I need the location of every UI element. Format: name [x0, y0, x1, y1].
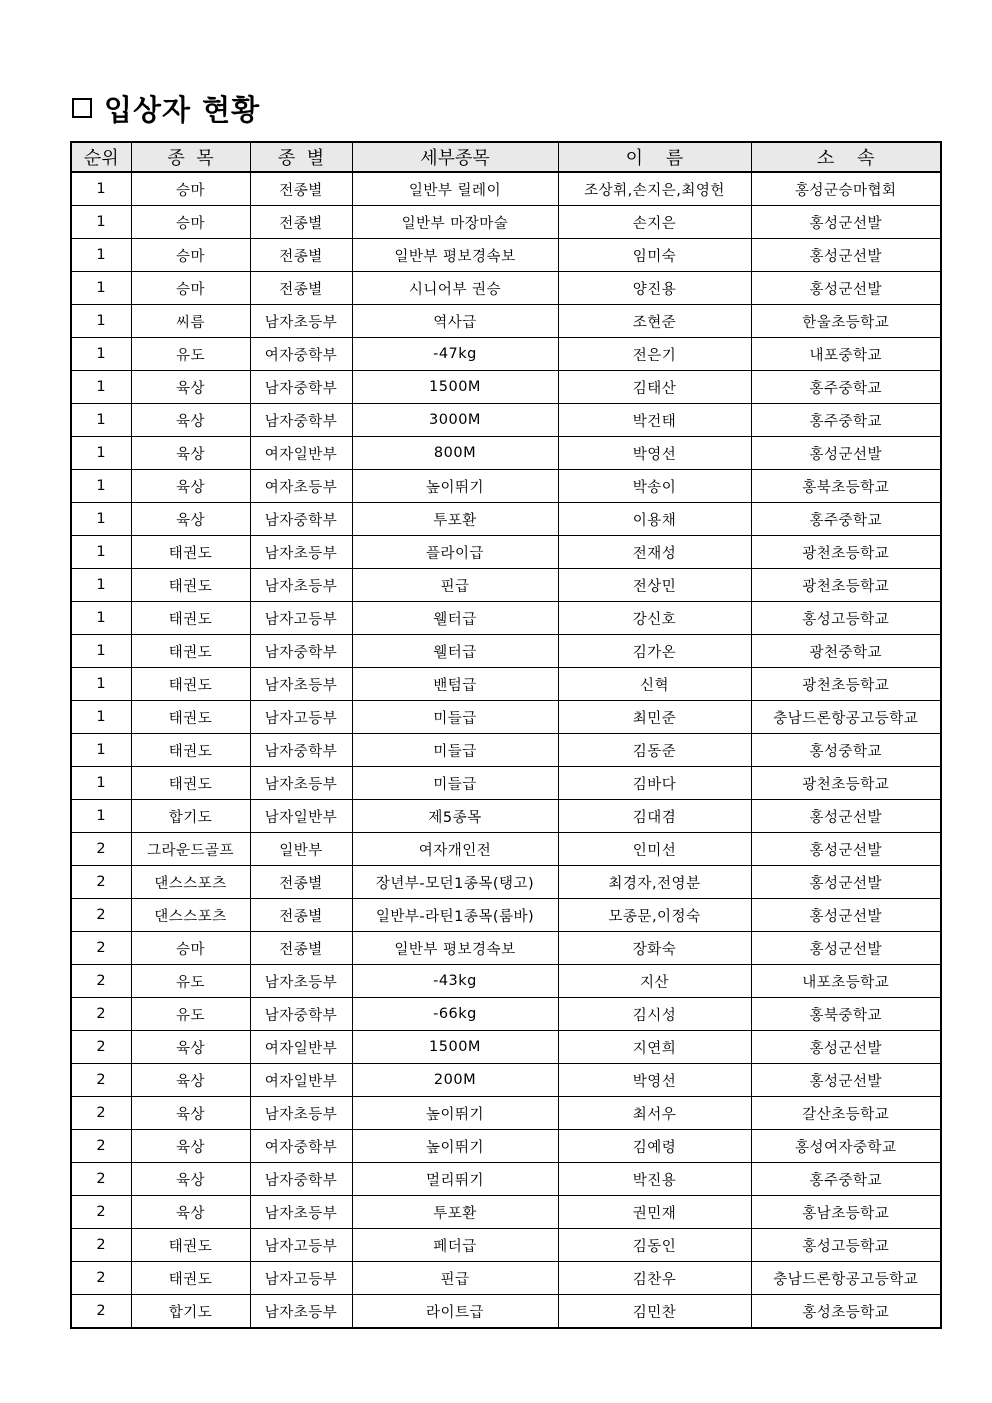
cell-sport: 육상 — [131, 1163, 250, 1196]
table-row — [71, 1163, 941, 1196]
table-row — [71, 1229, 941, 1262]
cell-name: 김시성 — [558, 998, 751, 1031]
table-row — [71, 1031, 941, 1064]
cell-event: 장년부-모던1종목(탱고) — [352, 866, 558, 899]
cell-division: 남자초등부 — [250, 569, 352, 602]
cell-sport: 육상 — [131, 1097, 250, 1130]
cell-division: 전종별 — [250, 206, 352, 239]
table-row — [71, 371, 941, 404]
cell-affiliation: 홍성군선발 — [751, 1064, 941, 1097]
cell-rank: 1 — [71, 767, 131, 800]
cell-name: 김바다 — [558, 767, 751, 800]
cell-name: 지연희 — [558, 1031, 751, 1064]
cell-division: 전종별 — [250, 239, 352, 272]
cell-sport: 태권도 — [131, 1229, 250, 1262]
cell-event: -47kg — [352, 338, 558, 371]
cell-rank: 1 — [71, 206, 131, 239]
cell-rank: 1 — [71, 800, 131, 833]
cell-event: -43kg — [352, 965, 558, 998]
cell-affiliation: 홍성군선발 — [751, 272, 941, 305]
cell-name: 신혁 — [558, 668, 751, 701]
cell-name: 지산 — [558, 965, 751, 998]
table-row — [71, 437, 941, 470]
table-row — [71, 1130, 941, 1163]
cell-name: 인미선 — [558, 833, 751, 866]
table-row — [71, 404, 941, 437]
cell-rank: 1 — [71, 404, 131, 437]
cell-division: 여자중학부 — [250, 1130, 352, 1163]
cell-division: 전종별 — [250, 932, 352, 965]
cell-sport: 유도 — [131, 965, 250, 998]
cell-sport: 태권도 — [131, 1262, 250, 1295]
cell-event: 일반부 릴레이 — [352, 172, 558, 206]
cell-affiliation: 내포초등학교 — [751, 965, 941, 998]
table-row — [71, 932, 941, 965]
cell-name: 이용채 — [558, 503, 751, 536]
table-row — [71, 239, 941, 272]
cell-rank: 2 — [71, 1097, 131, 1130]
cell-name: 양진용 — [558, 272, 751, 305]
cell-division: 남자초등부 — [250, 536, 352, 569]
cell-sport: 댄스스포츠 — [131, 866, 250, 899]
table-row — [71, 734, 941, 767]
cell-name: 박건태 — [558, 404, 751, 437]
cell-rank: 2 — [71, 1295, 131, 1329]
cell-sport: 육상 — [131, 470, 250, 503]
cell-sport: 승마 — [131, 272, 250, 305]
cell-affiliation: 광천초등학교 — [751, 569, 941, 602]
cell-name: 조상휘,손지은,최영헌 — [558, 172, 751, 206]
cell-event: 높이뛰기 — [352, 1130, 558, 1163]
cell-name: 모종문,이정숙 — [558, 899, 751, 932]
cell-sport: 태권도 — [131, 668, 250, 701]
cell-rank: 1 — [71, 701, 131, 734]
cell-rank: 1 — [71, 503, 131, 536]
cell-sport: 그라운드골프 — [131, 833, 250, 866]
cell-rank: 1 — [71, 239, 131, 272]
page-title — [72, 88, 260, 128]
cell-rank: 2 — [71, 932, 131, 965]
cell-affiliation: 홍성군선발 — [751, 239, 941, 272]
cell-sport: 승마 — [131, 172, 250, 206]
cell-division: 남자중학부 — [250, 503, 352, 536]
cell-rank: 1 — [71, 470, 131, 503]
cell-affiliation: 홍주중학교 — [751, 371, 941, 404]
cell-affiliation: 홍성군선발 — [751, 833, 941, 866]
cell-event: 제5종목 — [352, 800, 558, 833]
cell-rank: 2 — [71, 1031, 131, 1064]
cell-affiliation: 홍성군선발 — [751, 1031, 941, 1064]
table-row — [71, 1196, 941, 1229]
table-row — [71, 272, 941, 305]
cell-sport: 육상 — [131, 1196, 250, 1229]
cell-sport: 승마 — [131, 932, 250, 965]
cell-division: 전종별 — [250, 866, 352, 899]
cell-division: 남자초등부 — [250, 767, 352, 800]
cell-name: 권민재 — [558, 1196, 751, 1229]
cell-sport: 승마 — [131, 239, 250, 272]
cell-division: 전종별 — [250, 172, 352, 206]
cell-affiliation: 홍주중학교 — [751, 1163, 941, 1196]
cell-event: 3000M — [352, 404, 558, 437]
cell-division: 남자고등부 — [250, 1262, 352, 1295]
cell-division: 여자중학부 — [250, 338, 352, 371]
cell-rank: 1 — [71, 569, 131, 602]
cell-division: 여자일반부 — [250, 1031, 352, 1064]
table-row — [71, 569, 941, 602]
cell-rank: 1 — [71, 172, 131, 206]
cell-rank: 2 — [71, 1262, 131, 1295]
cell-name: 박영선 — [558, 437, 751, 470]
cell-event: -66kg — [352, 998, 558, 1031]
cell-division: 남자중학부 — [250, 404, 352, 437]
cell-rank: 1 — [71, 536, 131, 569]
cell-name: 최서우 — [558, 1097, 751, 1130]
cell-affiliation: 홍주중학교 — [751, 404, 941, 437]
cell-name: 김찬우 — [558, 1262, 751, 1295]
cell-event: 핀급 — [352, 569, 558, 602]
cell-rank: 2 — [71, 899, 131, 932]
cell-event: 일반부 평보경속보 — [352, 932, 558, 965]
cell-rank: 1 — [71, 338, 131, 371]
cell-affiliation: 홍성군선발 — [751, 437, 941, 470]
cell-sport: 유도 — [131, 338, 250, 371]
cell-event: 페더급 — [352, 1229, 558, 1262]
cell-division: 전종별 — [250, 899, 352, 932]
cell-event: 미들급 — [352, 734, 558, 767]
cell-affiliation: 갈산초등학교 — [751, 1097, 941, 1130]
cell-sport: 유도 — [131, 998, 250, 1031]
cell-rank: 2 — [71, 833, 131, 866]
cell-rank: 1 — [71, 668, 131, 701]
table-row — [71, 1295, 941, 1329]
table-row — [71, 833, 941, 866]
cell-affiliation: 충남드론항공고등학교 — [751, 1262, 941, 1295]
header-sport: 종 목 — [131, 142, 250, 172]
cell-affiliation: 홍북초등학교 — [751, 470, 941, 503]
cell-affiliation: 홍성군선발 — [751, 206, 941, 239]
header-division: 종 별 — [250, 142, 352, 172]
cell-division: 여자일반부 — [250, 1064, 352, 1097]
cell-rank: 2 — [71, 998, 131, 1031]
cell-name: 강신호 — [558, 602, 751, 635]
cell-event: 시니어부 권승 — [352, 272, 558, 305]
cell-sport: 태권도 — [131, 635, 250, 668]
cell-event: 1500M — [352, 1031, 558, 1064]
table-row — [71, 503, 941, 536]
cell-rank: 1 — [71, 305, 131, 338]
cell-affiliation: 홍성고등학교 — [751, 602, 941, 635]
cell-event: 역사급 — [352, 305, 558, 338]
cell-rank: 2 — [71, 1064, 131, 1097]
cell-division: 남자중학부 — [250, 998, 352, 1031]
cell-event: 핀급 — [352, 1262, 558, 1295]
cell-rank: 1 — [71, 602, 131, 635]
cell-sport: 태권도 — [131, 767, 250, 800]
page-title-text: 입상자 현황 — [104, 92, 261, 127]
table-row — [71, 602, 941, 635]
cell-event: 투포환 — [352, 1196, 558, 1229]
cell-sport: 태권도 — [131, 701, 250, 734]
table-row — [71, 965, 941, 998]
cell-sport: 육상 — [131, 1031, 250, 1064]
cell-event: 200M — [352, 1064, 558, 1097]
cell-affiliation: 홍주중학교 — [751, 503, 941, 536]
table-row — [71, 536, 941, 569]
cell-division: 남자초등부 — [250, 305, 352, 338]
cell-division: 남자고등부 — [250, 701, 352, 734]
cell-affiliation: 홍성중학교 — [751, 734, 941, 767]
cell-event: 플라이급 — [352, 536, 558, 569]
cell-name: 김가온 — [558, 635, 751, 668]
table-row — [71, 767, 941, 800]
cell-name: 임미숙 — [558, 239, 751, 272]
cell-affiliation: 광천초등학교 — [751, 668, 941, 701]
table-row — [71, 338, 941, 371]
cell-sport: 합기도 — [131, 1295, 250, 1329]
table-row — [71, 206, 941, 239]
cell-rank: 2 — [71, 1163, 131, 1196]
cell-sport: 승마 — [131, 206, 250, 239]
header-rank: 순위 — [71, 142, 131, 172]
cell-name: 손지은 — [558, 206, 751, 239]
cell-affiliation: 충남드론항공고등학교 — [751, 701, 941, 734]
cell-sport: 육상 — [131, 1064, 250, 1097]
cell-name: 박송이 — [558, 470, 751, 503]
table-row — [71, 305, 941, 338]
cell-division: 일반부 — [250, 833, 352, 866]
header-affiliation: 소 속 — [751, 142, 941, 172]
cell-division: 여자초등부 — [250, 470, 352, 503]
cell-affiliation: 홍성군선발 — [751, 866, 941, 899]
cell-name: 장화숙 — [558, 932, 751, 965]
checkbox-square-icon — [72, 98, 92, 118]
cell-rank: 1 — [71, 272, 131, 305]
cell-division: 남자초등부 — [250, 1097, 352, 1130]
cell-name: 전은기 — [558, 338, 751, 371]
cell-name: 전상민 — [558, 569, 751, 602]
cell-division: 남자고등부 — [250, 1229, 352, 1262]
cell-affiliation: 한울초등학교 — [751, 305, 941, 338]
cell-rank: 2 — [71, 1229, 131, 1262]
cell-sport: 육상 — [131, 1130, 250, 1163]
cell-sport: 댄스스포츠 — [131, 899, 250, 932]
cell-event: 일반부 평보경속보 — [352, 239, 558, 272]
cell-division: 남자초등부 — [250, 1196, 352, 1229]
cell-affiliation: 홍성군선발 — [751, 932, 941, 965]
cell-name: 조현준 — [558, 305, 751, 338]
cell-affiliation: 홍성여자중학교 — [751, 1130, 941, 1163]
cell-name: 전재성 — [558, 536, 751, 569]
table-row — [71, 172, 941, 206]
cell-rank: 1 — [71, 371, 131, 404]
table-row — [71, 470, 941, 503]
cell-sport: 육상 — [131, 404, 250, 437]
cell-event: 웰터급 — [352, 602, 558, 635]
header-row — [71, 142, 941, 172]
cell-division: 남자중학부 — [250, 635, 352, 668]
cell-event: 라이트급 — [352, 1295, 558, 1329]
cell-event: 높이뛰기 — [352, 470, 558, 503]
cell-rank: 1 — [71, 734, 131, 767]
cell-name: 김동준 — [558, 734, 751, 767]
cell-event: 높이뛰기 — [352, 1097, 558, 1130]
table-row — [71, 1064, 941, 1097]
cell-name: 박진용 — [558, 1163, 751, 1196]
cell-event: 미들급 — [352, 701, 558, 734]
cell-affiliation: 광천초등학교 — [751, 767, 941, 800]
cell-affiliation: 내포중학교 — [751, 338, 941, 371]
cell-event: 웰터급 — [352, 635, 558, 668]
cell-rank: 1 — [71, 437, 131, 470]
table-row — [71, 866, 941, 899]
cell-event: 미들급 — [352, 767, 558, 800]
cell-affiliation: 홍남초등학교 — [751, 1196, 941, 1229]
cell-name: 최경자,전영분 — [558, 866, 751, 899]
cell-division: 남자중학부 — [250, 734, 352, 767]
table-header — [71, 142, 941, 172]
results-table — [70, 141, 942, 1329]
cell-affiliation: 홍성군승마협회 — [751, 172, 941, 206]
table-row — [71, 668, 941, 701]
cell-sport: 태권도 — [131, 569, 250, 602]
cell-event: 투포환 — [352, 503, 558, 536]
cell-affiliation: 홍북중학교 — [751, 998, 941, 1031]
cell-division: 전종별 — [250, 272, 352, 305]
cell-event: 일반부-라틴1종목(룸바) — [352, 899, 558, 932]
cell-division: 남자고등부 — [250, 602, 352, 635]
cell-sport: 육상 — [131, 371, 250, 404]
cell-name: 김태산 — [558, 371, 751, 404]
cell-event: 일반부 마장마술 — [352, 206, 558, 239]
table-row — [71, 1262, 941, 1295]
cell-name: 최민준 — [558, 701, 751, 734]
cell-event: 1500M — [352, 371, 558, 404]
cell-sport: 육상 — [131, 437, 250, 470]
cell-rank: 2 — [71, 1130, 131, 1163]
cell-affiliation: 홍성군선발 — [751, 899, 941, 932]
header-name: 이 름 — [558, 142, 751, 172]
cell-name: 김대겸 — [558, 800, 751, 833]
cell-event: 여자개인전 — [352, 833, 558, 866]
cell-division: 남자일반부 — [250, 800, 352, 833]
cell-sport: 씨름 — [131, 305, 250, 338]
cell-name: 김민찬 — [558, 1295, 751, 1329]
cell-affiliation: 홍성군선발 — [751, 800, 941, 833]
cell-sport: 태권도 — [131, 734, 250, 767]
cell-affiliation: 광천초등학교 — [751, 536, 941, 569]
cell-division: 여자일반부 — [250, 437, 352, 470]
cell-division: 남자초등부 — [250, 668, 352, 701]
table-row — [71, 998, 941, 1031]
cell-division: 남자초등부 — [250, 1295, 352, 1329]
header-event: 세부종목 — [352, 142, 558, 172]
cell-sport: 태권도 — [131, 536, 250, 569]
cell-affiliation: 홍성고등학교 — [751, 1229, 941, 1262]
cell-event: 800M — [352, 437, 558, 470]
cell-event: 밴텀급 — [352, 668, 558, 701]
cell-division: 남자중학부 — [250, 1163, 352, 1196]
cell-event: 멀리뛰기 — [352, 1163, 558, 1196]
cell-division: 남자중학부 — [250, 371, 352, 404]
cell-rank: 2 — [71, 965, 131, 998]
table-row — [71, 635, 941, 668]
cell-name: 김예령 — [558, 1130, 751, 1163]
cell-sport: 태권도 — [131, 602, 250, 635]
cell-affiliation: 광천중학교 — [751, 635, 941, 668]
cell-rank: 2 — [71, 1196, 131, 1229]
cell-division: 남자초등부 — [250, 965, 352, 998]
cell-sport: 육상 — [131, 503, 250, 536]
table-row — [71, 899, 941, 932]
cell-sport: 합기도 — [131, 800, 250, 833]
table-body — [71, 172, 941, 1328]
cell-rank: 1 — [71, 635, 131, 668]
cell-name: 박영선 — [558, 1064, 751, 1097]
cell-name: 김동인 — [558, 1229, 751, 1262]
table-row — [71, 1097, 941, 1130]
cell-affiliation: 홍성초등학교 — [751, 1295, 941, 1329]
table-row — [71, 800, 941, 833]
table-row — [71, 701, 941, 734]
cell-rank: 2 — [71, 866, 131, 899]
